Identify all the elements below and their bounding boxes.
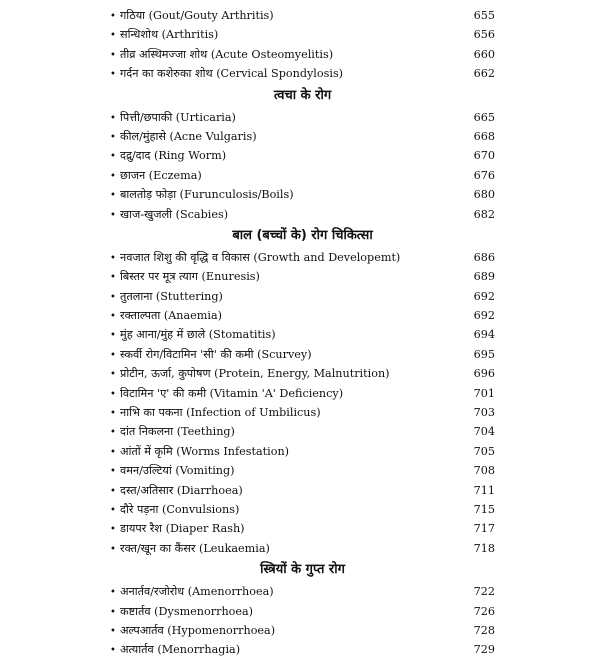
entry-title: पित्ती/छपाकी (Urticaria)	[120, 110, 236, 124]
entry-title: खाज-खुजली (Scabies)	[120, 207, 229, 221]
toc-entry	[110, 403, 495, 422]
entry-title: छाजन (Eczema)	[120, 168, 202, 182]
entry-title: प्रोटीन, ऊर्जा, कुपोषण (Protein, Energy, Malnutrition)	[120, 367, 390, 381]
bullet-icon: •	[110, 131, 116, 143]
bullet-icon: •	[110, 446, 116, 458]
entry-page-number: 670	[473, 149, 495, 163]
entry-page-number: 686	[473, 250, 495, 264]
bullet-icon: •	[110, 606, 116, 618]
bullet-icon: •	[110, 112, 116, 124]
bullet-icon: •	[110, 524, 116, 536]
entry-page-number: 701	[473, 386, 495, 400]
entry-title: कील/मुंहासे (Acne Vulgaris)	[120, 129, 257, 143]
section-heading: स्त्रियों के गुप्त रोग	[260, 562, 345, 578]
section-heading: त्वचा के रोग	[273, 87, 332, 103]
toc-entry	[110, 45, 495, 64]
entry-page-number: 703	[473, 406, 495, 420]
bullet-icon: •	[110, 209, 116, 221]
toc-entry	[110, 267, 495, 286]
section-heading: बाल (बच्चों के) रोग चिकित्सा	[232, 227, 373, 243]
entry-page-number: 662	[473, 67, 495, 81]
bullet-icon: •	[110, 311, 116, 323]
entry-title: बिस्तर पर मूत्र त्याग (Enuresis)	[120, 270, 260, 284]
bullet-icon: •	[110, 587, 116, 599]
toc-entry	[110, 25, 495, 44]
entry-title: रक्त/खून का कैंसर (Leukaemia)	[120, 541, 270, 555]
entry-page-number: 665	[473, 110, 495, 124]
entry-title: सन्धिशोथ (Arthritis)	[120, 28, 219, 42]
entry-page-number: 728	[473, 623, 495, 637]
entry-title: नवजात शिशु की वृद्धि व विकास (Growth and Developemt)	[120, 250, 401, 264]
toc-entry	[110, 442, 495, 461]
toc-entry	[110, 364, 495, 383]
toc-entry	[110, 166, 495, 185]
bullet-icon: •	[110, 170, 116, 182]
entry-title: दद्रु/दाद (Ring Worm)	[120, 149, 227, 163]
bullet-icon: •	[110, 49, 116, 61]
toc-entry	[110, 602, 495, 621]
bullet-icon: •	[110, 30, 116, 42]
bullet-icon: •	[110, 252, 116, 264]
entry-title: डायपर रैश (Diaper Rash)	[120, 522, 245, 536]
entry-page-number: 682	[473, 207, 495, 221]
entry-page-number: 668	[473, 129, 495, 143]
bullet-icon: •	[110, 272, 116, 284]
toc-entry	[110, 287, 495, 306]
entry-title: विटामिन 'ए' की कमी (Vitamin 'A' Deficiency)	[120, 386, 344, 400]
toc-entry	[110, 146, 495, 165]
entry-page-number: 708	[473, 464, 495, 478]
toc-entry	[110, 481, 495, 500]
entry-page-number: 715	[473, 502, 495, 516]
entry-title: अल्पआर्तव (Hypomenorrhoea)	[120, 623, 276, 637]
entry-title: दस्त/अतिसार (Diarrhoea)	[120, 483, 243, 497]
toc-entry	[110, 127, 495, 146]
toc-entry	[110, 205, 495, 224]
toc-entry	[110, 621, 495, 640]
bullet-icon: •	[110, 625, 116, 637]
entry-page-number: 694	[473, 328, 495, 342]
bullet-icon: •	[110, 349, 116, 361]
entry-page-number: 726	[473, 604, 495, 618]
entry-title: तीव्र अस्थिमज्जा शोथ (Acute Osteomyelitis)	[120, 47, 334, 61]
entry-page-number: 680	[473, 188, 495, 202]
bullet-icon: •	[110, 543, 116, 555]
toc-entry	[110, 345, 495, 364]
bullet-icon: •	[110, 388, 116, 400]
entry-page-number: 695	[473, 347, 495, 361]
entry-page-number: 692	[473, 309, 495, 323]
entry-title: गठिया (Gout/Gouty Arthritis)	[120, 9, 274, 22]
toc-entry	[110, 519, 495, 538]
bullet-icon: •	[110, 190, 116, 202]
bullet-icon: •	[110, 427, 116, 439]
bullet-icon: •	[110, 151, 116, 163]
toc-entry	[110, 64, 495, 83]
entry-page-number: 718	[473, 541, 495, 555]
bullet-icon: •	[110, 291, 116, 303]
bullet-icon: •	[110, 485, 116, 497]
bullet-icon: •	[110, 466, 116, 478]
entry-title: रक्ताल्पता (Anaemia)	[120, 309, 222, 323]
entry-page-number: 656	[473, 28, 495, 42]
entry-title: अनार्तव/रजोरोध (Amenorrhoea)	[120, 585, 274, 599]
toc-entry	[110, 325, 495, 344]
entry-title: स्कर्वी रोग/विटामिन 'सी' की कमी (Scurvey)	[120, 347, 312, 361]
entry-page-number: 676	[473, 168, 495, 182]
toc-entry	[110, 185, 495, 204]
entry-page-number: 655	[473, 9, 495, 22]
entry-page-number: 704	[473, 425, 495, 439]
toc-entry	[110, 539, 495, 558]
bullet-icon: •	[110, 330, 116, 342]
toc-entry	[110, 248, 495, 267]
toc-entry	[110, 108, 495, 127]
entry-title: आंतों में कृमि (Worms Infestation)	[120, 444, 290, 458]
toc-entry	[110, 461, 495, 480]
bullet-icon: •	[110, 369, 116, 381]
bullet-icon: •	[110, 11, 116, 22]
entry-page-number: 722	[473, 585, 495, 599]
entry-page-number: 692	[473, 289, 495, 303]
entry-title: तुतलाना (Stuttering)	[120, 289, 223, 303]
toc-entry	[110, 306, 495, 325]
toc-entry	[110, 640, 495, 659]
bullet-icon: •	[110, 408, 116, 420]
bullet-icon: •	[110, 504, 116, 516]
entry-title: मुंह आना/मुंह में छाले (Stomatitis)	[120, 328, 276, 342]
entry-title: बालतोड़ फोड़ा (Furunculosis/Boils)	[120, 188, 294, 202]
entry-title: गर्दन का कशेरुका शोथ (Cervical Spondylosis)	[120, 67, 344, 81]
entry-page-number: 729	[473, 643, 495, 657]
entry-title: अत्यार्तव (Menorrhagia)	[120, 643, 241, 657]
table-of-contents	[110, 6, 495, 660]
entry-title: कष्टार्तव (Dysmenorrhoea)	[120, 604, 254, 618]
entry-title: वमन/उल्टियां (Vomiting)	[120, 464, 235, 478]
toc-entry	[110, 500, 495, 519]
entry-page-number: 696	[473, 367, 495, 381]
entry-page-number: 705	[473, 444, 495, 458]
bullet-icon: •	[110, 69, 116, 81]
entry-page-number: 689	[473, 270, 495, 284]
entry-title: दौरे पड़ना (Convulsions)	[120, 502, 240, 516]
toc-entry	[110, 384, 495, 403]
toc-entry	[110, 582, 495, 601]
toc-entry	[110, 6, 495, 25]
entry-page-number: 711	[473, 483, 495, 497]
entry-title: दांत निकलना (Teething)	[120, 425, 235, 439]
toc-entry	[110, 422, 495, 441]
bullet-icon: •	[110, 645, 116, 657]
entry-page-number: 717	[473, 522, 495, 536]
entry-title: नाभि का पकना (Infection of Umbilicus)	[120, 406, 321, 420]
entry-page-number: 660	[473, 47, 495, 61]
